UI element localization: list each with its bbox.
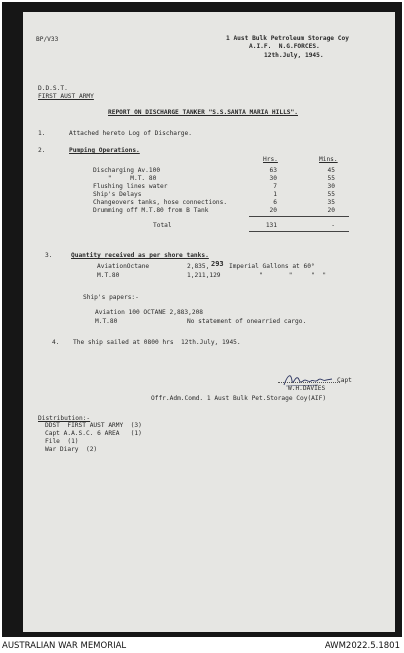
shore-row-2-value: 1,211,129 xyxy=(187,272,221,279)
force-line: A.I.F. N.G.FORCES. xyxy=(249,43,320,50)
mins-column-header: Mins. xyxy=(319,156,338,163)
item-1-text: Attached hereto Log of Discharge. xyxy=(69,130,192,137)
shore-row-1-unit: Imperial Gallons at 60° xyxy=(229,263,315,270)
pumping-row-hrs: 1 xyxy=(273,191,277,198)
signatory-rank: Capt xyxy=(337,377,352,384)
pumping-row-hrs: 63 xyxy=(269,167,277,174)
item-4-text: The ship sailed at 0800 hrs 12th.July, 1945. xyxy=(73,339,241,346)
addressee-line-1: D.D.S.T. xyxy=(38,85,68,92)
pumping-row-hrs: 30 xyxy=(269,175,277,182)
distribution-line: DDST FIRST AUST ARMY (3) xyxy=(45,422,142,429)
pumping-row-mins: 20 xyxy=(327,207,335,214)
pumping-row-mins: 30 xyxy=(327,183,335,190)
total-rule-bottom xyxy=(249,231,349,232)
ships-papers-row-2-text: No statement of onearried cargo. xyxy=(187,318,307,325)
ships-papers-heading: Ship's papers:- xyxy=(83,294,139,301)
pumping-row-label: Drumming off M.T.80 from B Tank xyxy=(93,207,209,214)
shore-row-1-value: 2,835, xyxy=(187,263,210,270)
ships-papers-row-2-label: M.T.80 xyxy=(95,318,118,325)
pumping-row-hrs: 6 xyxy=(273,199,277,206)
pumping-row-mins: 35 xyxy=(327,199,335,206)
item-3-number: 3. xyxy=(45,252,53,259)
shore-row-2-ditto: " " " " xyxy=(259,272,327,279)
total-label: Total xyxy=(153,222,172,229)
hrs-column-header: Hrs. xyxy=(263,156,278,163)
shore-row-2-label: M.T.80 xyxy=(97,272,120,279)
reference-number: BP/V33 xyxy=(36,36,59,43)
signatory-title: Offr.Adm.Comd. 1 Aust Bulk Pet.Storage Coy(AIF) xyxy=(151,395,327,402)
item-2-heading: Pumping Operations. xyxy=(69,147,140,154)
shore-row-1-label: AviationOctane xyxy=(97,263,150,270)
pumping-row-label: Ship's Delays xyxy=(93,191,142,198)
pumping-row-hrs: 20 xyxy=(269,207,277,214)
item-1-number: 1. xyxy=(38,130,46,137)
archive-footer xyxy=(0,639,404,653)
pumping-row-mins: 45 xyxy=(327,167,335,174)
pumping-row-label: " M.T. 80 xyxy=(93,175,157,182)
pumping-row-label: Discharging Av.100 xyxy=(93,167,161,174)
item-3-heading: Quantity received as per shore tanks. xyxy=(71,252,209,259)
distribution-line: War Diary (2) xyxy=(45,446,98,453)
archive-name: AUSTRALIAN WAR MEMORIAL xyxy=(2,641,127,651)
addressee-line-2: FIRST AUST ARMY xyxy=(38,93,94,100)
document-page xyxy=(23,12,395,632)
document-date: 12th.July, 1945. xyxy=(264,52,324,59)
item-4-number: 4. xyxy=(52,339,60,346)
distribution-heading: Distribution:- xyxy=(38,415,91,422)
signature-line xyxy=(278,382,340,383)
total-mins: - xyxy=(331,222,335,229)
item-2-number: 2. xyxy=(38,147,46,154)
total-rule-top xyxy=(249,216,349,217)
total-hrs: 131 xyxy=(265,222,277,229)
archive-reference: AWM2022.5.1801 xyxy=(324,641,400,651)
unit-name: 1 Aust Bulk Petroleum Storage Coy xyxy=(226,35,349,42)
pumping-row-hrs: 7 xyxy=(273,183,277,190)
ships-papers-row-1: Aviation 100 OCTANE 2,883,208 xyxy=(95,309,204,316)
distribution-line: Capt A.A.S.C. 6 AREA (1) xyxy=(45,430,142,437)
pumping-row-label: Changeovers tanks, hose connections. xyxy=(93,199,228,206)
scan-frame xyxy=(2,2,402,637)
distribution-line: File (1) xyxy=(45,438,79,445)
subject-line: REPORT ON DISCHARGE TANKER "S.S.SANTA MARIA HILLS". xyxy=(108,109,298,116)
signatory-name: W.H.DAVIES xyxy=(288,385,326,392)
pumping-row-mins: 55 xyxy=(327,175,335,182)
pumping-row-label: Flushing lines water xyxy=(93,183,168,190)
shore-row-1-overwrite: 293 xyxy=(211,260,224,268)
pumping-row-mins: 55 xyxy=(327,191,335,198)
